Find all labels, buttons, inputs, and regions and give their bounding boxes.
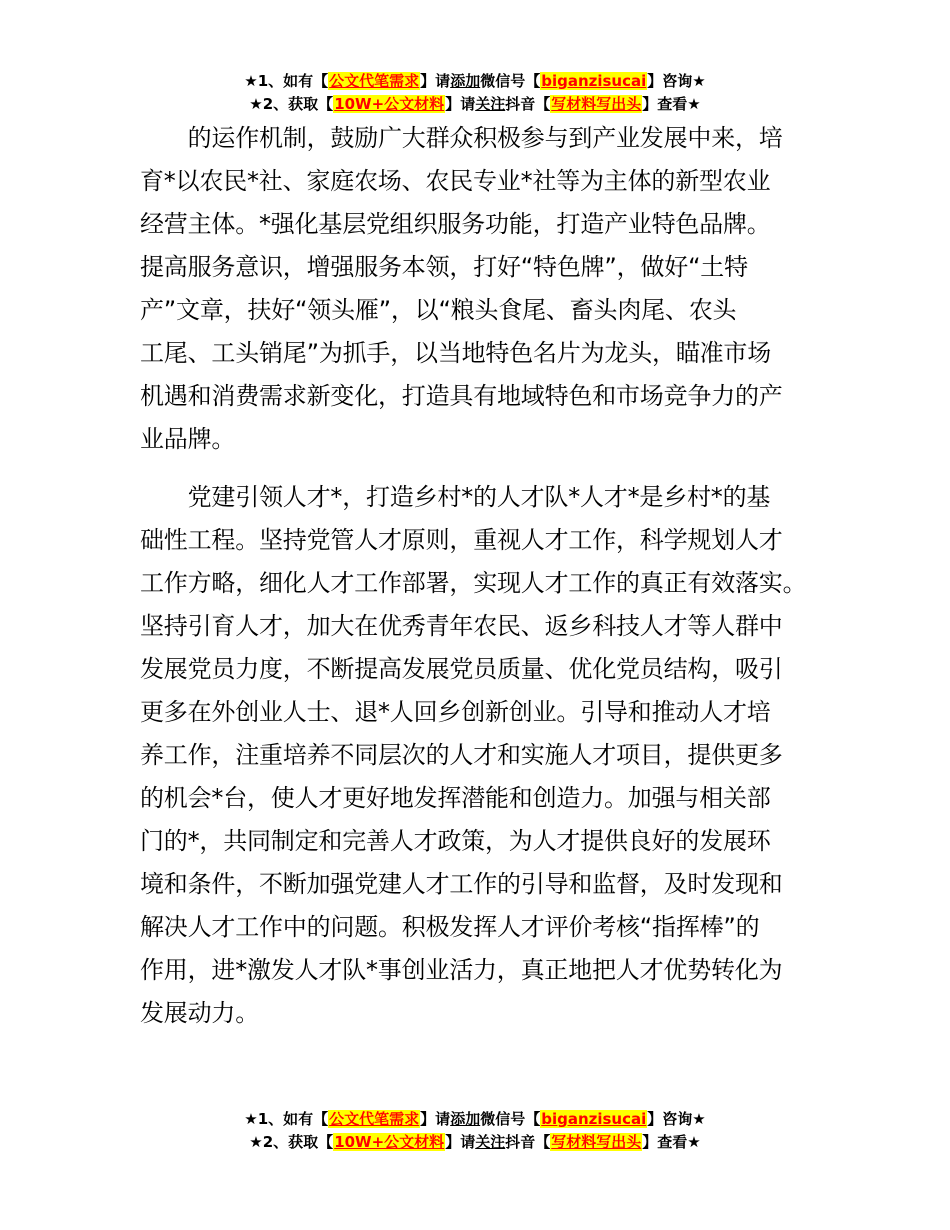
paragraph-line: 养工作，注重培养不同层次的人才和实施人才项目，提供更多	[140, 741, 783, 769]
footer-line-1-emphasis: 添加	[450, 1110, 481, 1128]
footer-line-2-middle-2: 抖音【	[505, 1133, 551, 1151]
paragraph-line: 提高服务意识，增强服务本领，打好“特色牌”，做好“土特	[140, 253, 748, 281]
paragraph-line: 坚持引育人才，加大在优秀青年农民、返乡科技人才等人群中	[140, 612, 783, 640]
header-line-2-emphasis: 关注	[475, 95, 506, 113]
header-line-2-middle-2: 抖音【	[505, 95, 551, 113]
paragraph-line: 业品牌。	[140, 425, 236, 453]
header-line-1-highlight-service: 公文代笔需求	[329, 72, 420, 90]
header-line-1-suffix: 】咨询★	[647, 72, 706, 90]
paragraph-line: 产”文章，扶好“领头雁”，以“粮头食尾、畜头肉尾、农头	[140, 296, 737, 324]
footer-line-1-highlight-service: 公文代笔需求	[329, 1110, 420, 1128]
footer-line-2-suffix: 】查看★	[642, 1133, 701, 1151]
header-line-2	[0, 93, 950, 116]
footer-line-1-middle: 】请	[420, 1110, 451, 1128]
paragraph-line: 机遇和消费需求新变化，打造具有地域特色和市场竞争力的产	[140, 382, 783, 410]
paragraph-line: 更多在外创业人士、退*人回乡创新创业。引导和推动人才培	[140, 698, 771, 726]
footer-line-2-highlight-douyin: 写材料写出头	[551, 1133, 642, 1151]
footer-line-1-middle-2: 微信号【	[480, 1110, 541, 1128]
header-line-1	[0, 70, 950, 93]
body-paragraph-1	[140, 117, 820, 461]
footer-line-2-prefix: ★2、获取【	[249, 1133, 334, 1151]
paragraph-line: 育*以农民*社、家庭农场、农民专业*社等为主体的新型农业	[140, 167, 771, 195]
header-line-2-middle: 】请	[445, 95, 476, 113]
header-line-1-middle-2: 微信号【	[480, 72, 541, 90]
paragraph-line: 作用，进*激发人才队*事创业活力，真正地把人才优势转化为	[140, 956, 783, 984]
header-line-2-highlight-douyin: 写材料写出头	[551, 95, 642, 113]
paragraph-line: 党建引领人才*，打造乡村*的人才队*人才*是乡村*的基	[140, 483, 771, 511]
footer-line-1	[0, 1108, 950, 1131]
footer-line-2-highlight-materials: 10W+公文材料	[334, 1133, 445, 1151]
footer-line-1-prefix: ★1、如有【	[244, 1110, 329, 1128]
paragraph-line: 发展党员力度，不断提高发展党员质量、优化党员结构，吸引	[140, 655, 783, 683]
footer-line-2-emphasis: 关注	[475, 1133, 506, 1151]
header-line-2-prefix: ★2、获取【	[249, 95, 334, 113]
paragraph-line: 解决人才工作中的问题。积极发挥人才评价考核“指挥棒”的	[140, 913, 760, 941]
paragraph-line: 门的*，共同制定和完善人才政策，为人才提供良好的发展环	[140, 827, 771, 855]
header-line-1-prefix: ★1、如有【	[244, 72, 329, 90]
paragraph-line: 境和条件，不断加强党建人才工作的引导和监督，及时发现和	[140, 870, 783, 898]
paragraph-line: 经营主体。*强化基层党组织服务功能，打造产业特色品牌。	[140, 210, 771, 238]
header-line-2-suffix: 】查看★	[642, 95, 701, 113]
footer-line-2-middle: 】请	[445, 1133, 476, 1151]
footer-line-1-highlight-wechat: biganzisucai	[541, 1110, 647, 1128]
body-paragraph-2	[140, 476, 820, 1035]
header-line-1-emphasis: 添加	[450, 72, 481, 90]
paragraph-line: 发展动力。	[140, 999, 259, 1027]
paragraph-line: 础性工程。坚持党管人才原则，重视人才工作，科学规划人才	[140, 526, 783, 554]
paragraph-line: 的机会*台，使人才更好地发挥潜能和创造力。加强与相关部	[140, 784, 771, 812]
paragraph-line: 工尾、工头销尾”为抓手，以当地特色名片为龙头，瞄准市场	[140, 339, 772, 367]
header-line-1-middle: 】请	[420, 72, 451, 90]
header-banner	[0, 70, 950, 116]
header-line-1-highlight-wechat: biganzisucai	[541, 72, 647, 90]
header-line-2-highlight-materials: 10W+公文材料	[334, 95, 445, 113]
footer-line-1-suffix: 】咨询★	[647, 1110, 706, 1128]
footer-banner	[0, 1108, 950, 1154]
paragraph-line: 的运作机制，鼓励广大群众积极参与到产业发展中来，培	[140, 124, 783, 152]
paragraph-line: 工作方略，细化人才工作部署，实现人才工作的真正有效落实。	[140, 569, 807, 597]
footer-line-2	[0, 1131, 950, 1154]
